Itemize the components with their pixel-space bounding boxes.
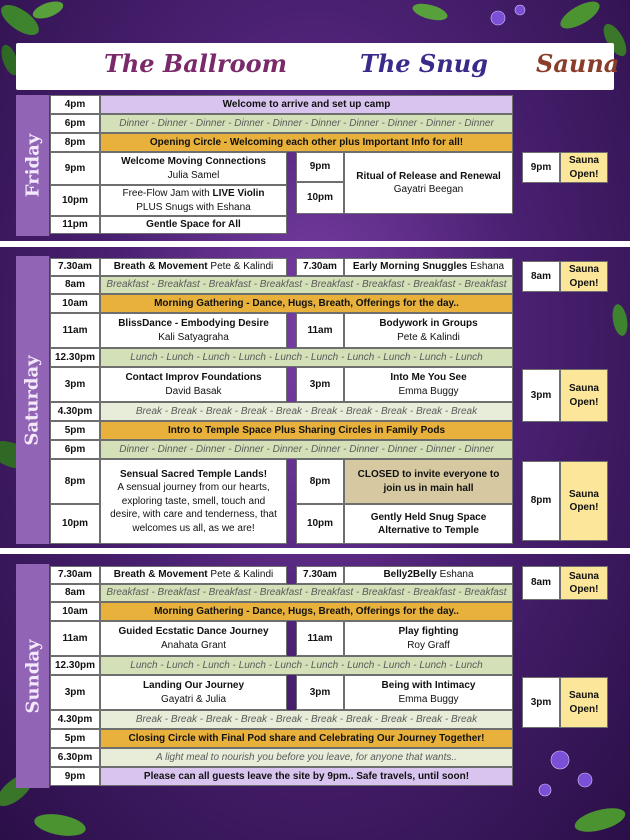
time-cell: 10am bbox=[50, 602, 100, 621]
session-into-me-you-see: Into Me You See Emma Buggy bbox=[344, 367, 513, 402]
section-divider bbox=[0, 241, 630, 247]
time-cell: 5pm bbox=[50, 729, 100, 748]
sauna-open: Sauna Open! bbox=[560, 566, 608, 600]
time-cell: 8pm bbox=[50, 133, 100, 152]
sauna-open: Sauna Open! bbox=[560, 152, 608, 183]
break-row: Break - Break - Break - Break - Break - Break - Break - Break - Break - Break bbox=[100, 710, 513, 729]
session-blissdance: BlissDance - Embodying Desire Kali Satyagraha bbox=[100, 313, 287, 348]
sauna-time: 3pm bbox=[522, 677, 560, 728]
sauna-time: 8am bbox=[522, 566, 560, 600]
session-breath-movement: Breath & Movement Pete & Kalindi bbox=[100, 566, 287, 584]
header-snug: The Snug bbox=[360, 49, 488, 78]
time-cell: 6pm bbox=[50, 440, 100, 459]
time-cell: 4.30pm bbox=[50, 710, 100, 729]
lunch-row: Lunch - Lunch - Lunch - Lunch - Lunch - Lunch - Lunch - Lunch - Lunch - Lunch bbox=[100, 656, 513, 675]
time-cell: 4pm bbox=[50, 95, 100, 114]
time-cell: 6.30pm bbox=[50, 748, 100, 767]
venue-header bbox=[16, 43, 620, 90]
time-cell: 7.30am bbox=[296, 258, 344, 276]
day-label-saturday: Saturday bbox=[16, 256, 50, 544]
breakfast-row: Breakfast - Breakfast - Breakfast - Breakfast - Breakfast - Breakfast - Breakfast - Breakfast bbox=[100, 276, 513, 294]
time-cell: 10pm bbox=[296, 182, 344, 214]
closing-circle: Closing Circle with Final Pod share and Celebrating Our Journey Together! bbox=[100, 729, 513, 748]
sauna-open: Sauna Open! bbox=[560, 369, 608, 422]
time-cell: 7.30am bbox=[50, 566, 100, 584]
session-welcome-moving-connections: Welcome Moving Connections Julia Samel bbox=[100, 152, 287, 185]
time-cell: 4.30pm bbox=[50, 402, 100, 421]
time-cell: 10pm bbox=[50, 504, 100, 544]
session-play-fighting: Play fighting Roy Graff bbox=[344, 621, 513, 656]
time-cell: 9pm bbox=[50, 767, 100, 786]
break-row: Break - Break - Break - Break - Break - Break - Break - Break - Break - Break bbox=[100, 402, 513, 421]
time-cell: 7.30am bbox=[50, 258, 100, 276]
sauna-open: Sauna Open! bbox=[560, 677, 608, 728]
session-temple-lands: Sensual Sacred Temple Lands! A sensual journey from our hearts, exploring taste, smell, touch and desire, with care and tenderness, that welcomes us all, as we are! bbox=[100, 459, 287, 544]
session-gently-held-snug: Gently Held Snug Space Alternative to Temple bbox=[344, 504, 513, 544]
time-cell: 9pm bbox=[296, 152, 344, 182]
session-being-with-intimacy: Being with Intimacy Emma Buggy bbox=[344, 675, 513, 710]
session-early-morning-snuggles: Early Morning Snuggles Eshana bbox=[344, 258, 513, 276]
sauna-time: 8am bbox=[522, 261, 560, 292]
time-cell: 10am bbox=[50, 294, 100, 313]
session-free-flow-jam: Free-Flow Jam with LIVE Violin PLUS Snugs with Eshana bbox=[100, 185, 287, 216]
morning-gathering: Morning Gathering - Dance, Hugs, Breath, Offerings for the day.. bbox=[100, 602, 513, 621]
light-meal-row: A light meal to nourish you before you leave, for anyone that wants.. bbox=[100, 748, 513, 767]
intro-temple-space: Intro to Temple Space Plus Sharing Circles in Family Pods bbox=[100, 421, 513, 440]
snug-closed: CLOSED to invite everyone to join us in main hall bbox=[344, 459, 513, 504]
time-cell: 10pm bbox=[296, 504, 344, 544]
session-contact-improv: Contact Improv Foundations David Basak bbox=[100, 367, 287, 402]
sauna-open: Sauna Open! bbox=[560, 261, 608, 292]
sauna-time: 8pm bbox=[522, 461, 560, 541]
dinner-row: Dinner - Dinner - Dinner - Dinner - Dinner - Dinner - Dinner - Dinner - Dinner - Dinner bbox=[100, 114, 513, 133]
time-cell: 10pm bbox=[50, 185, 100, 216]
session-landing-journey: Landing Our Journey Gayatri & Julia bbox=[100, 675, 287, 710]
time-cell: 12.30pm bbox=[50, 348, 100, 367]
dinner-row: Dinner - Dinner - Dinner - Dinner - Dinner - Dinner - Dinner - Dinner - Dinner - Dinner bbox=[100, 440, 513, 459]
sauna-time: 3pm bbox=[522, 369, 560, 422]
time-cell: 8pm bbox=[50, 459, 100, 504]
time-cell: 11am bbox=[50, 313, 100, 348]
time-cell: 3pm bbox=[50, 675, 100, 710]
lunch-row: Lunch - Lunch - Lunch - Lunch - Lunch - Lunch - Lunch - Lunch - Lunch - Lunch bbox=[100, 348, 513, 367]
morning-gathering: Morning Gathering - Dance, Hugs, Breath, Offerings for the day.. bbox=[100, 294, 513, 313]
time-cell: 8am bbox=[50, 584, 100, 602]
time-cell: 11am bbox=[50, 621, 100, 656]
section-divider bbox=[0, 548, 630, 554]
time-cell: 11pm bbox=[50, 216, 100, 234]
day-label-friday: Friday bbox=[16, 95, 50, 236]
time-cell: 11am bbox=[296, 313, 344, 348]
time-cell: 8am bbox=[50, 276, 100, 294]
time-cell: 5pm bbox=[50, 421, 100, 440]
session-ecstatic-dance: Guided Ecstatic Dance Journey Anahata Grant bbox=[100, 621, 287, 656]
welcome-arrival: Welcome to arrive and set up camp bbox=[100, 95, 513, 114]
time-cell: 6pm bbox=[50, 114, 100, 133]
time-cell: 3pm bbox=[296, 675, 344, 710]
breakfast-row: Breakfast - Breakfast - Breakfast - Breakfast - Breakfast - Breakfast - Breakfast - Breakfast bbox=[100, 584, 513, 602]
session-ritual-release: Ritual of Release and Renewal Gayatri Beegan bbox=[344, 152, 513, 214]
time-cell: 8pm bbox=[296, 459, 344, 504]
time-cell: 11am bbox=[296, 621, 344, 656]
session-breath-movement: Breath & Movement Pete & Kalindi bbox=[100, 258, 287, 276]
header-ballroom: The Ballroom bbox=[104, 49, 288, 78]
session-bodywork: Bodywork in Groups Pete & Kalindi bbox=[344, 313, 513, 348]
opening-circle: Opening Circle - Welcoming each other plus Important Info for all! bbox=[100, 133, 513, 152]
time-cell: 9pm bbox=[50, 152, 100, 185]
day-label-sunday: Sunday bbox=[16, 564, 50, 788]
header-sauna: Sauna bbox=[536, 49, 620, 78]
time-cell: 3pm bbox=[50, 367, 100, 402]
session-belly2belly: Belly2Belly Eshana bbox=[344, 566, 513, 584]
time-cell: 3pm bbox=[296, 367, 344, 402]
sauna-time: 9pm bbox=[522, 152, 560, 183]
departure-notice: Please can all guests leave the site by 9pm.. Safe travels, until soon! bbox=[100, 767, 513, 786]
time-cell: 12.30pm bbox=[50, 656, 100, 675]
gentle-space: Gentle Space for All bbox=[100, 216, 287, 234]
sauna-open: Sauna Open! bbox=[560, 461, 608, 541]
time-cell: 7.30am bbox=[296, 566, 344, 584]
